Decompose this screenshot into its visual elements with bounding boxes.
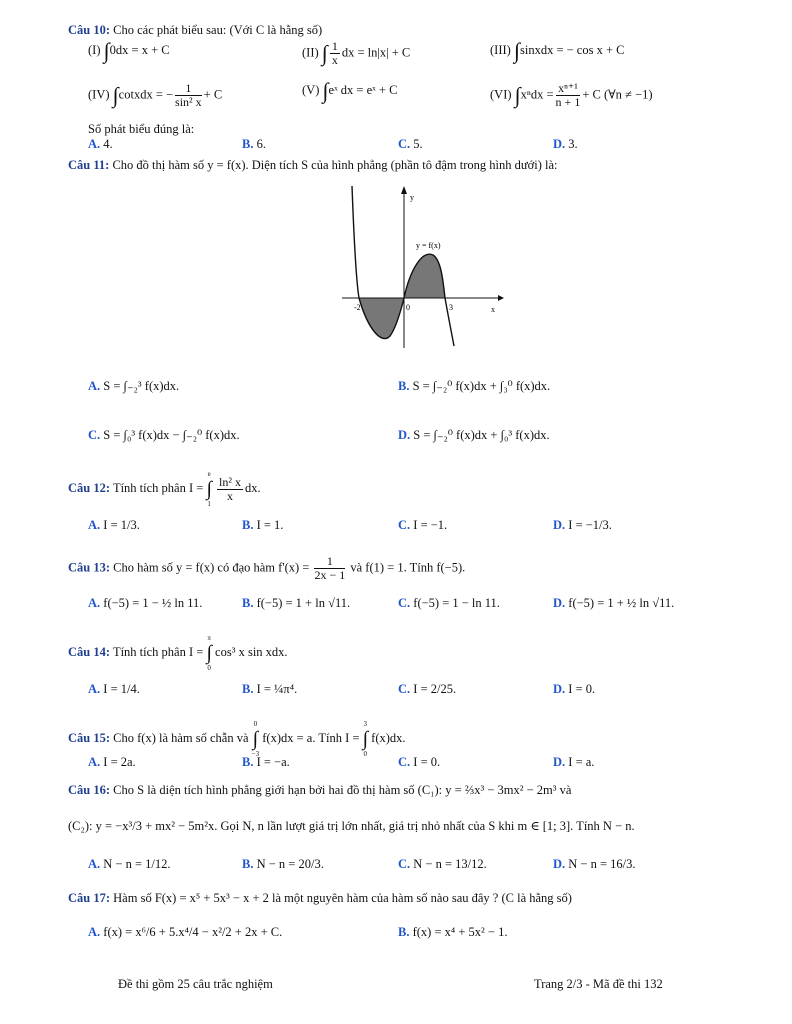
q10-stem (68, 22, 322, 38)
q11-text: Cho đồ thị hàm số y = f(x). Diện tích S của hình phẳng (phần tô đậm trong hình dưới) là: (112, 158, 558, 172)
q14-option-b[interactable]: B. I = ¼π⁴. (242, 682, 298, 696)
q15-option-b[interactable]: B. I = −a. (242, 755, 290, 769)
q15-option-d[interactable]: D. I = a. (553, 755, 595, 769)
q10-label: Câu 10: (68, 23, 111, 37)
q10-item-6: (VI) ∫xⁿdx = $\frac{\text{xⁿ⁺¹}}{n + 1}$ + C (∀n ≠ −1) (490, 81, 653, 109)
q11-option-d[interactable]: D. S = ∫₋₂⁰ f(x)dx + ∫₀³ f(x)dx. (398, 428, 550, 442)
q13-option-d[interactable]: D. f(−5) = 1 + ½ ln √11. (553, 596, 675, 610)
q16-option-b[interactable]: B. N − n = 20/3. (242, 857, 324, 871)
q10-item-2: (II) ∫ $\frac{1}{x}$ dx = ln|x| + C (302, 39, 411, 67)
q10-prompt: Số phát biểu đúng là: (88, 122, 195, 136)
q17-stem: Câu 17: Hàm số F(x) = x⁵ + 5x³ − x + 2 là một nguyên hàm của hàm số nào sau đây ? (C là hằng số) (68, 891, 572, 905)
q10-option-a[interactable]: A. 4. (88, 137, 113, 151)
q10-option-c[interactable]: C. 5. (398, 137, 423, 151)
q15-option-a[interactable]: A. I = 2a. (88, 755, 136, 769)
q11-stem (68, 157, 557, 173)
q12-option-a[interactable]: A. I = 1/3. (88, 518, 140, 532)
q14-option-a[interactable]: A. I = 1/4. (88, 682, 140, 696)
q12-stem: Câu 12: Tính tích phân I = e ∫ 1 $\frac{\text{ln² x}}{x}$ dx. (68, 470, 261, 508)
q15-option-c[interactable]: C. I = 0. (398, 755, 441, 769)
q11-label: Câu 11: (68, 158, 110, 172)
q14-option-c[interactable]: C. I = 2/25. (398, 682, 457, 696)
q10-option-d[interactable]: D. 3. (553, 137, 578, 151)
q13-option-a[interactable]: A. f(−5) = 1 − ½ ln 11. (88, 596, 203, 610)
q10-item-1: (I) ∫0dx = x + C (88, 38, 170, 64)
q12-option-d[interactable]: D. I = −1/3. (553, 518, 612, 532)
axis-y-label: y (410, 193, 414, 202)
q10-text: Cho các phát biểu sau: (Với C là hằng số) (113, 23, 323, 37)
q16-stem-line1: Câu 16: Cho S là diện tích hình phẳng giới hạn bởi hai đồ thị hàm số (C₁): y = ⅔x³ − 3mx² − 2m³ và (68, 783, 572, 797)
q16-option-a[interactable]: A. N − n = 1/12. (88, 857, 171, 871)
q12-option-b[interactable]: B. I = 1. (242, 518, 284, 532)
q13-option-c[interactable]: C. f(−5) = 1 − ln 11. (398, 596, 500, 610)
q17-option-a[interactable]: A. f(x) = x⁶/6 + 5.x⁴/4 − x²/2 + 2x + C. (88, 925, 283, 939)
q11-option-a[interactable]: A. S = ∫₋₂³ f(x)dx. (88, 379, 180, 393)
curve-label: y = f(x) (416, 241, 441, 250)
q17-option-b[interactable]: B. f(x) = x⁴ + 5x² − 1. (398, 925, 508, 939)
q16-stem-line2: (C₂): y = −x³/3 + mx² − 5m²x. Gọi N, n lần lượt giá trị lớn nhất, giá trị nhỏ nhất của S khi m ∈ [1; 3]. Tính N − n. (68, 819, 635, 833)
q14-option-d[interactable]: D. I = 0. (553, 682, 596, 696)
q16-option-d[interactable]: D. N − n = 16/3. (553, 857, 636, 871)
tick-label-neg2: -2 (354, 303, 361, 312)
q10-item-4: (IV) ∫cotxdx = − $\frac{1}{\text{sin² x}}$ + C (88, 81, 223, 109)
q16-option-c[interactable]: C. N − n = 13/12. (398, 857, 487, 871)
q13-stem: Câu 13: Cho hàm số y = f(x) có đạo hàm f'(x) = $\frac{1}{2x - 1}$ và f(1) = 1. Tính f(−5). (68, 554, 466, 582)
q11-option-b[interactable]: B. S = ∫₋₂⁰ f(x)dx + ∫₃⁰ f(x)dx. (398, 379, 551, 393)
axis-x-label: x (491, 305, 495, 314)
footer-left: Đề thi gồm 25 câu trắc nghiệm (118, 977, 273, 991)
q11-graph (338, 180, 508, 350)
tick-label-0: 0 (406, 303, 410, 312)
q11-option-c[interactable]: C. S = ∫₀³ f(x)dx − ∫₋₂⁰ f(x)dx. (88, 428, 240, 442)
q14-stem: Câu 14: Tính tích phân I = π ∫ 0 cos³ x sin xdx. (68, 634, 288, 672)
tick-label-3: 3 (449, 303, 453, 312)
q10-option-b[interactable]: B. 6. (242, 137, 266, 151)
q15-stem: Câu 15: Cho f(x) là hàm số chẵn và 0 ∫ −3 f(x)dx = a. Tính I = 3 ∫ 0 f(x)dx. (68, 720, 406, 758)
q12-option-c[interactable]: C. I = −1. (398, 518, 448, 532)
footer-right: Trang 2/3 - Mã đề thi 132 (534, 977, 663, 991)
q10-item-5: (V) ∫eˣ dx = eˣ + C (302, 78, 398, 104)
q13-option-b[interactable]: B. f(−5) = 1 + ln √11. (242, 596, 351, 610)
q10-item-3: (III) ∫sinxdx = − cos x + C (490, 38, 625, 64)
